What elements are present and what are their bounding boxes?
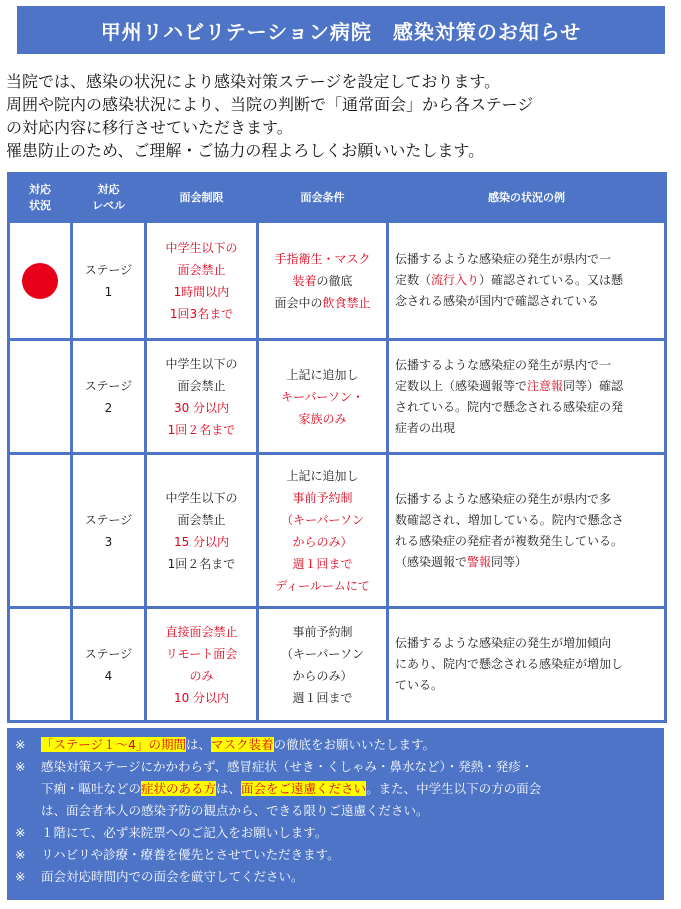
condition-cell: 事前予約制 （キーパーソン からのみ） 週１回まで [258, 608, 388, 722]
intro-text [6, 70, 678, 162]
note-mark: ※ [15, 737, 26, 752]
status-cell [9, 454, 72, 608]
restriction-cell: 直接面会禁止 リモート面会 のみ 10 分以内 [146, 608, 258, 722]
note-item: ※ リハビリや診療・療養を優先とさせていただきます。 [15, 844, 658, 866]
table-header-row [9, 173, 666, 222]
note-item: ※ 感染対策ステージにかかわらず、感冒症状（せき・くしゃみ・鼻水など）・発熱・発疹・ 下痢・嘔吐などの症状のある方は、面会をご遠慮ください。また、中学生以下の方の面会 は、面会者本人の感染予防の観点から、できる限りご遠慮ください。 [15, 756, 658, 822]
stage-table [7, 172, 667, 723]
note-item: ※ 面会対応時間内での面会を厳守してください。 [15, 866, 658, 888]
note-item: ※ 「ステージ１～4」の期間は、マスク装着の徹底をお願いいたします。 [15, 734, 658, 756]
stage-cell: ステージ 4 [72, 608, 146, 722]
status-cell [9, 222, 72, 340]
stage-cell: ステージ 1 [72, 222, 146, 340]
intro-line: 周囲や院内の感染状況により、当院の判断で「通常面会」から各ステージ [6, 95, 534, 114]
intro-line: 罹患防止のため、ご理解・ご協力の程よろしくお願いいたします。 [6, 141, 485, 160]
header-condition: 面会条件 [258, 173, 388, 222]
stage-cell: ステージ 2 [72, 340, 146, 454]
table-row [9, 454, 666, 608]
example-cell: 伝播するような感染症の発生が県内で一 定数（流行入り）確認されている。又は懸 念される感染が国内で確認されている [388, 222, 666, 340]
restriction-cell: 中学生以下の 面会禁止 30 分以内 1回２名まで [146, 340, 258, 454]
example-cell: 伝播するような感染症の発生が増加傾向 にあり、院内で懸念される感染症が増加し ている。 [388, 608, 666, 722]
restriction-cell: 中学生以下の 面会禁止 15 分以内 1回２名まで [146, 454, 258, 608]
stage-cell: ステージ 3 [72, 454, 146, 608]
note-mark: ※ [15, 825, 26, 840]
note-mark: ※ [15, 869, 26, 884]
example-cell: 伝播するような感染症の発生が県内で多 数確認され、増加している。院内で懸念さ れる感染症の発症者が複数発生している。 （感染週報で警報同等） [388, 454, 666, 608]
table-row [9, 340, 666, 454]
condition-cell: 上記に追加し キーパーソン・ 家族のみ [258, 340, 388, 454]
page-title: 甲州リハビリテーション病院 感染対策のお知らせ [100, 19, 582, 44]
condition-cell: 手指衛生・マスク 装着の徹底 面会中の飲食禁止 [258, 222, 388, 340]
note-item: ※ １階にて、必ず来院票へのご記入をお願いします。 [15, 822, 658, 844]
table-row [9, 608, 666, 722]
intro-line: の対応内容に移行させていただきます。 [6, 118, 293, 137]
header-status: 対応 状況 [9, 173, 72, 222]
status-cell [9, 608, 72, 722]
restriction-cell: 中学生以下の 面会禁止 1時間以内 1回3名まで [146, 222, 258, 340]
condition-cell: 上記に追加し 事前予約制 （キーパーソン からのみ） 週１回まで ディールームにて [258, 454, 388, 608]
note-mark: ※ [15, 759, 26, 774]
table-row [9, 222, 666, 340]
notes-box [7, 728, 664, 900]
note-mark: ※ [15, 847, 26, 862]
intro-line: 当院では、感染の状況により感染対策ステージを設定しております。 [6, 72, 501, 91]
current-status-red-dot-icon [22, 263, 58, 299]
status-cell [9, 340, 72, 454]
header-level: 対応 レベル [72, 173, 146, 222]
header-restriction: 面会制限 [146, 173, 258, 222]
header-example: 感染の状況の例 [388, 173, 666, 222]
page-title-banner [17, 6, 665, 54]
example-cell: 伝播するような感染症の発生が県内で一 定数以上（感染週報等で注意報同等）確認 されている。院内で懸念される感染症の発 症者の出現 [388, 340, 666, 454]
